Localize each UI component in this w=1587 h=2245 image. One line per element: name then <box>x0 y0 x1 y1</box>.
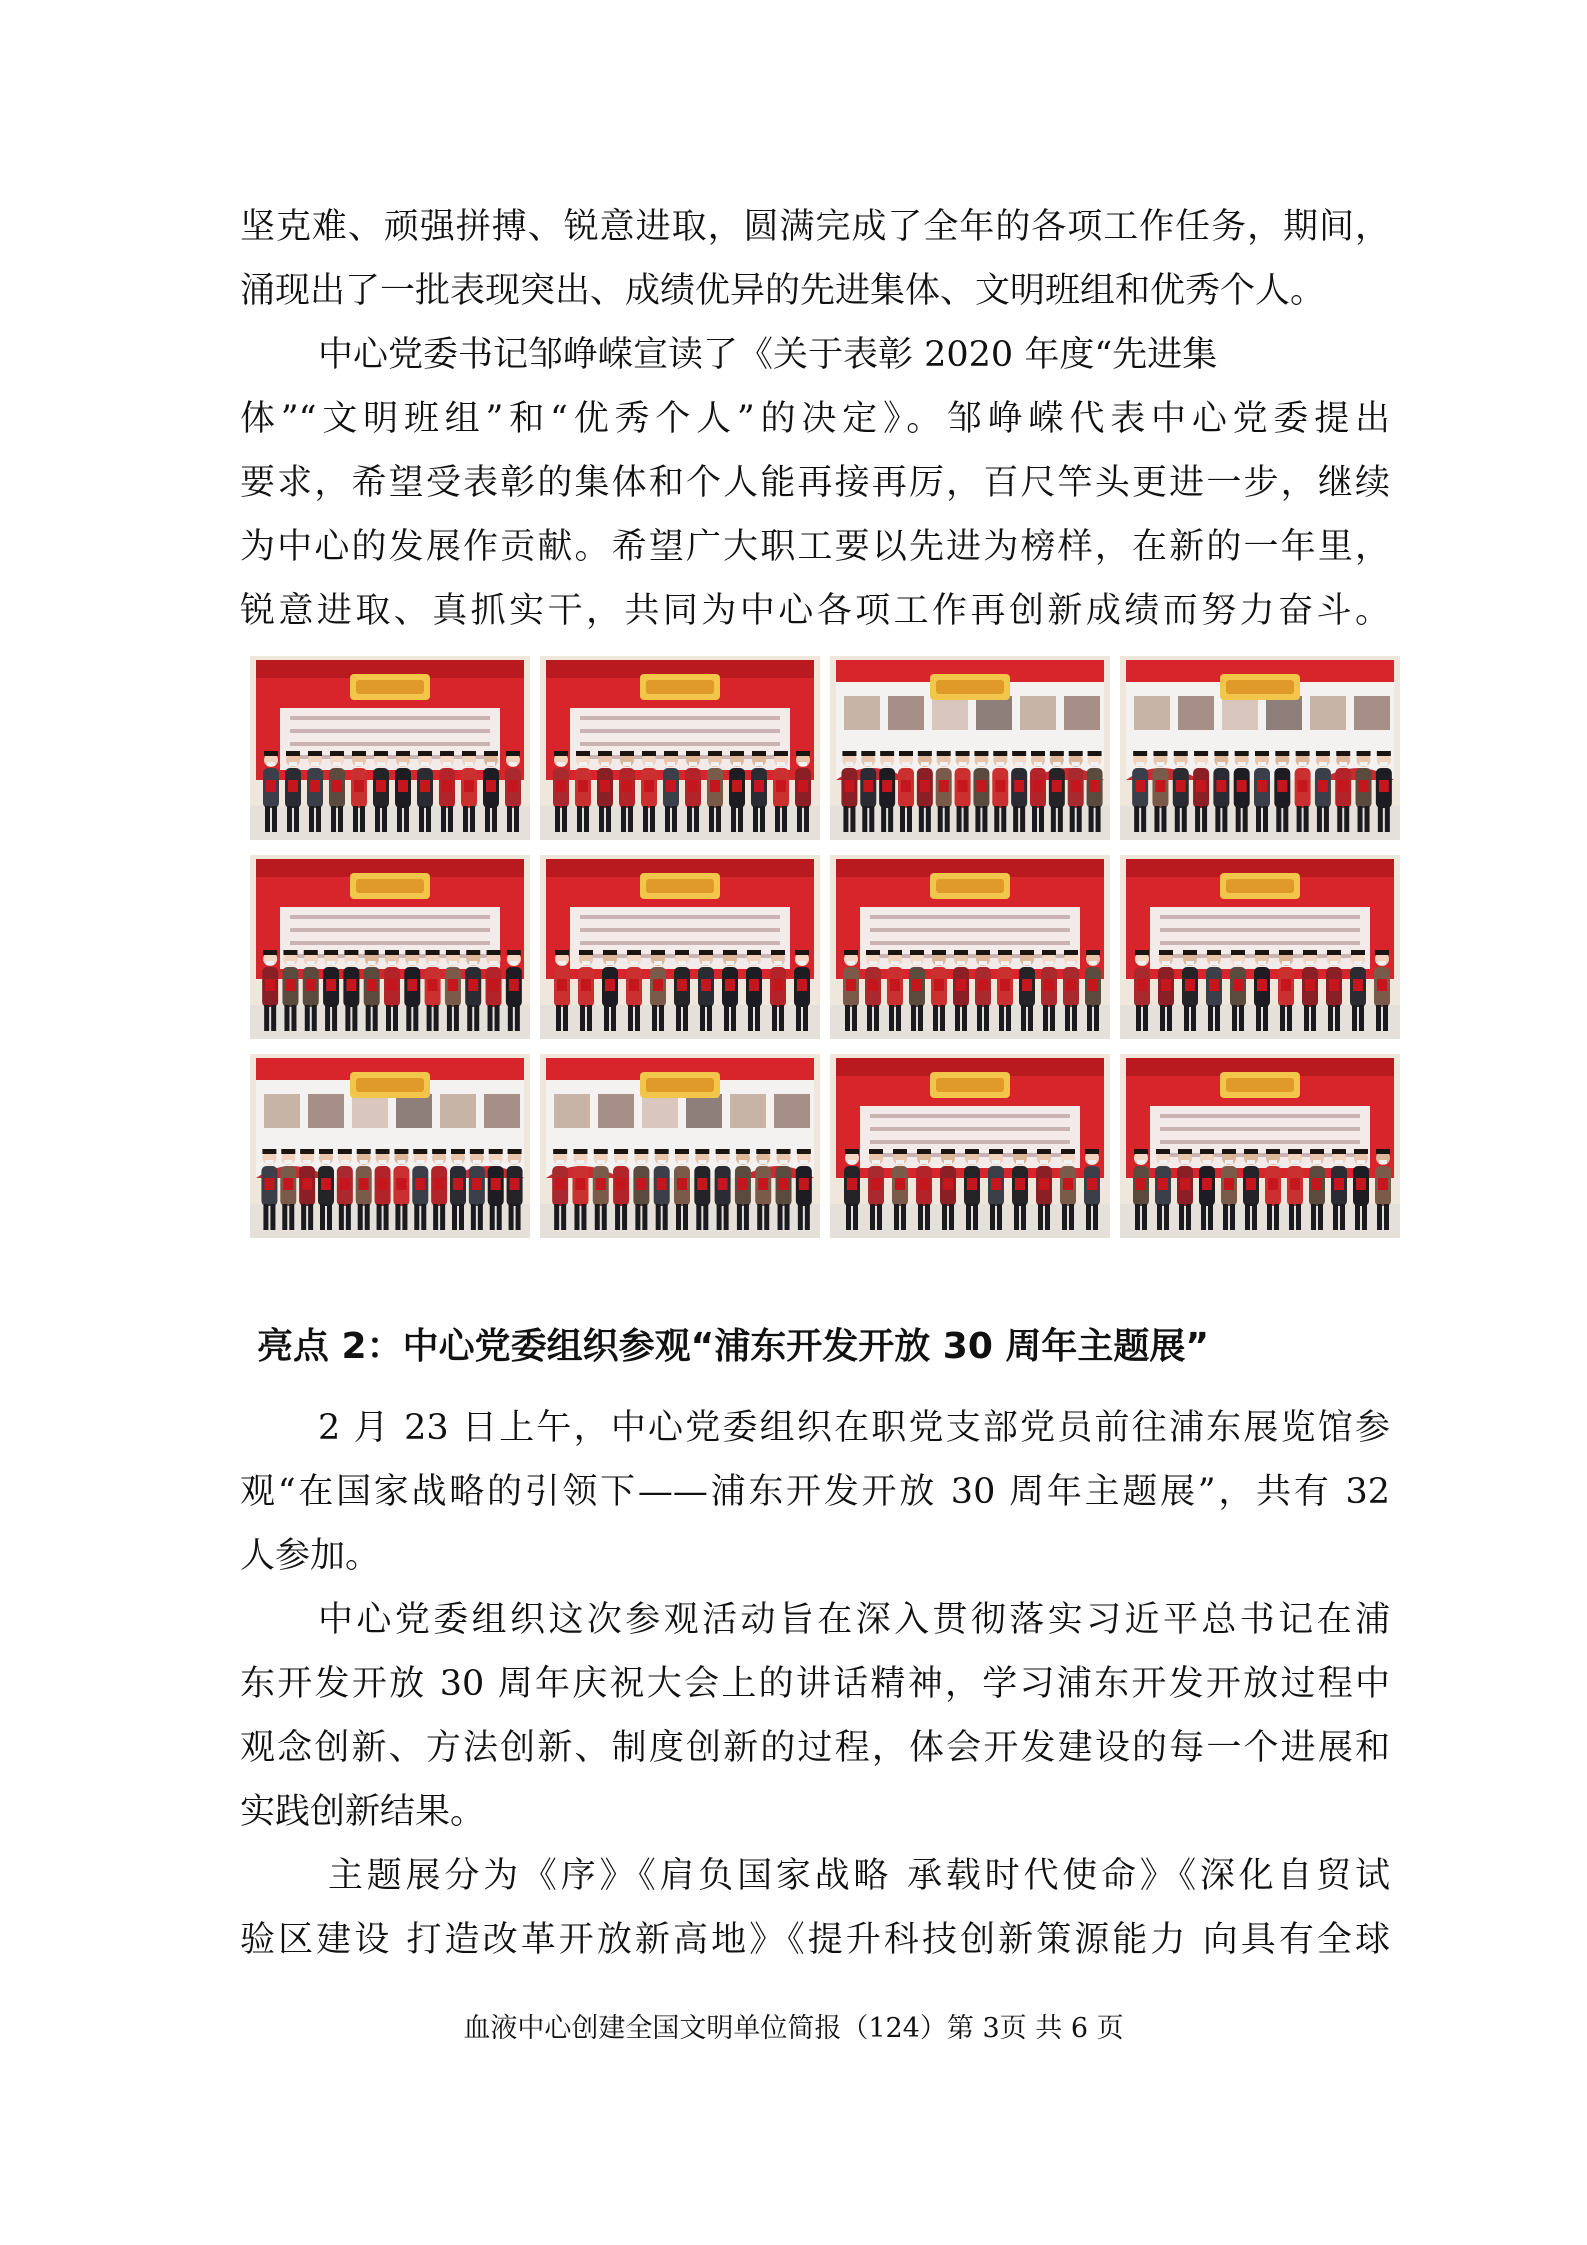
section-heading: 亮点 2：中心党委组织参观“浦东开发开放 30 周年主题展” <box>257 1326 1210 1367</box>
ceremony-photo <box>830 656 1110 840</box>
ceremony-photo <box>830 1054 1110 1238</box>
ceremony-photo <box>540 1054 820 1238</box>
text-line: 东开发开放 30 周年庆祝大会上的讲话精神，学习浦东开发开放过程中 <box>240 1664 1390 1704</box>
ceremony-photo <box>1120 855 1400 1039</box>
text-line: 2 月 23 日上午，中心党委组织在职党支部党员前往浦东展览馆参 <box>318 1408 1390 1448</box>
ceremony-photo <box>830 855 1110 1039</box>
ceremony-photo <box>540 656 820 840</box>
text-line: 为中心的发展作贡献。希望广大职工要以先进为榜样，在新的一年里， <box>240 527 1390 567</box>
paragraph-5 <box>240 1844 1390 1972</box>
text-line: 涌现出了一批表现突出、成绩优异的先进集体、文明班组和优秀个人。 <box>240 271 1326 311</box>
text-line: 中心党委书记邹峥嵘宣读了《关于表彰 2020 年度“先进集 <box>318 335 1218 375</box>
ceremony-photo <box>250 656 530 840</box>
ceremony-photo <box>1120 656 1400 840</box>
ceremony-photo <box>1120 1054 1400 1238</box>
paragraph-4 <box>240 1588 1390 1844</box>
text-line: 坚克难、顽强拼搏、锐意进取，圆满完成了全年的各项工作任务，期间， <box>240 207 1390 247</box>
text-line: 中心党委组织这次参观活动旨在深入贯彻落实习近平总书记在浦 <box>318 1600 1390 1640</box>
paragraph-1 <box>240 195 1390 323</box>
text-line: 要求，希望受表彰的集体和个人能再接再厉，百尺竿头更进一步，继续 <box>240 463 1390 503</box>
text-line: 体”“文明班组”和“优秀个人”的决定》。邹峥嵘代表中心党委提出 <box>240 399 1390 439</box>
page-footer: 血液中心创建全国文明单位简报（124）第 3页 共 6 页 <box>463 2013 1124 2044</box>
text-line: 主题展分为《序》《肩负国家战略 承载时代使命》《深化自贸试 <box>328 1856 1390 1896</box>
paragraph-2 <box>240 323 1390 643</box>
text-line: 实践创新结果。 <box>240 1792 486 1832</box>
ceremony-photo <box>250 855 530 1039</box>
text-line: 观念创新、方法创新、制度创新的过程，体会开发建设的每一个进展和 <box>240 1728 1390 1768</box>
photo-collage <box>250 656 1400 1238</box>
text-line: 观“在国家战略的引领下——浦东开发开放 30 周年主题展”，共有 32 <box>240 1472 1390 1512</box>
text-line: 锐意进取、真抓实干，共同为中心各项工作再创新成绩而努力奋斗。 <box>240 591 1390 631</box>
text-line: 人参加。 <box>240 1536 381 1576</box>
text-line: 验区建设 打造改革开放新高地》《提升科技创新策源能力 向具有全球 <box>240 1920 1390 1960</box>
paragraph-3 <box>240 1396 1390 1588</box>
ceremony-photo <box>250 1054 530 1238</box>
ceremony-photo <box>540 855 820 1039</box>
